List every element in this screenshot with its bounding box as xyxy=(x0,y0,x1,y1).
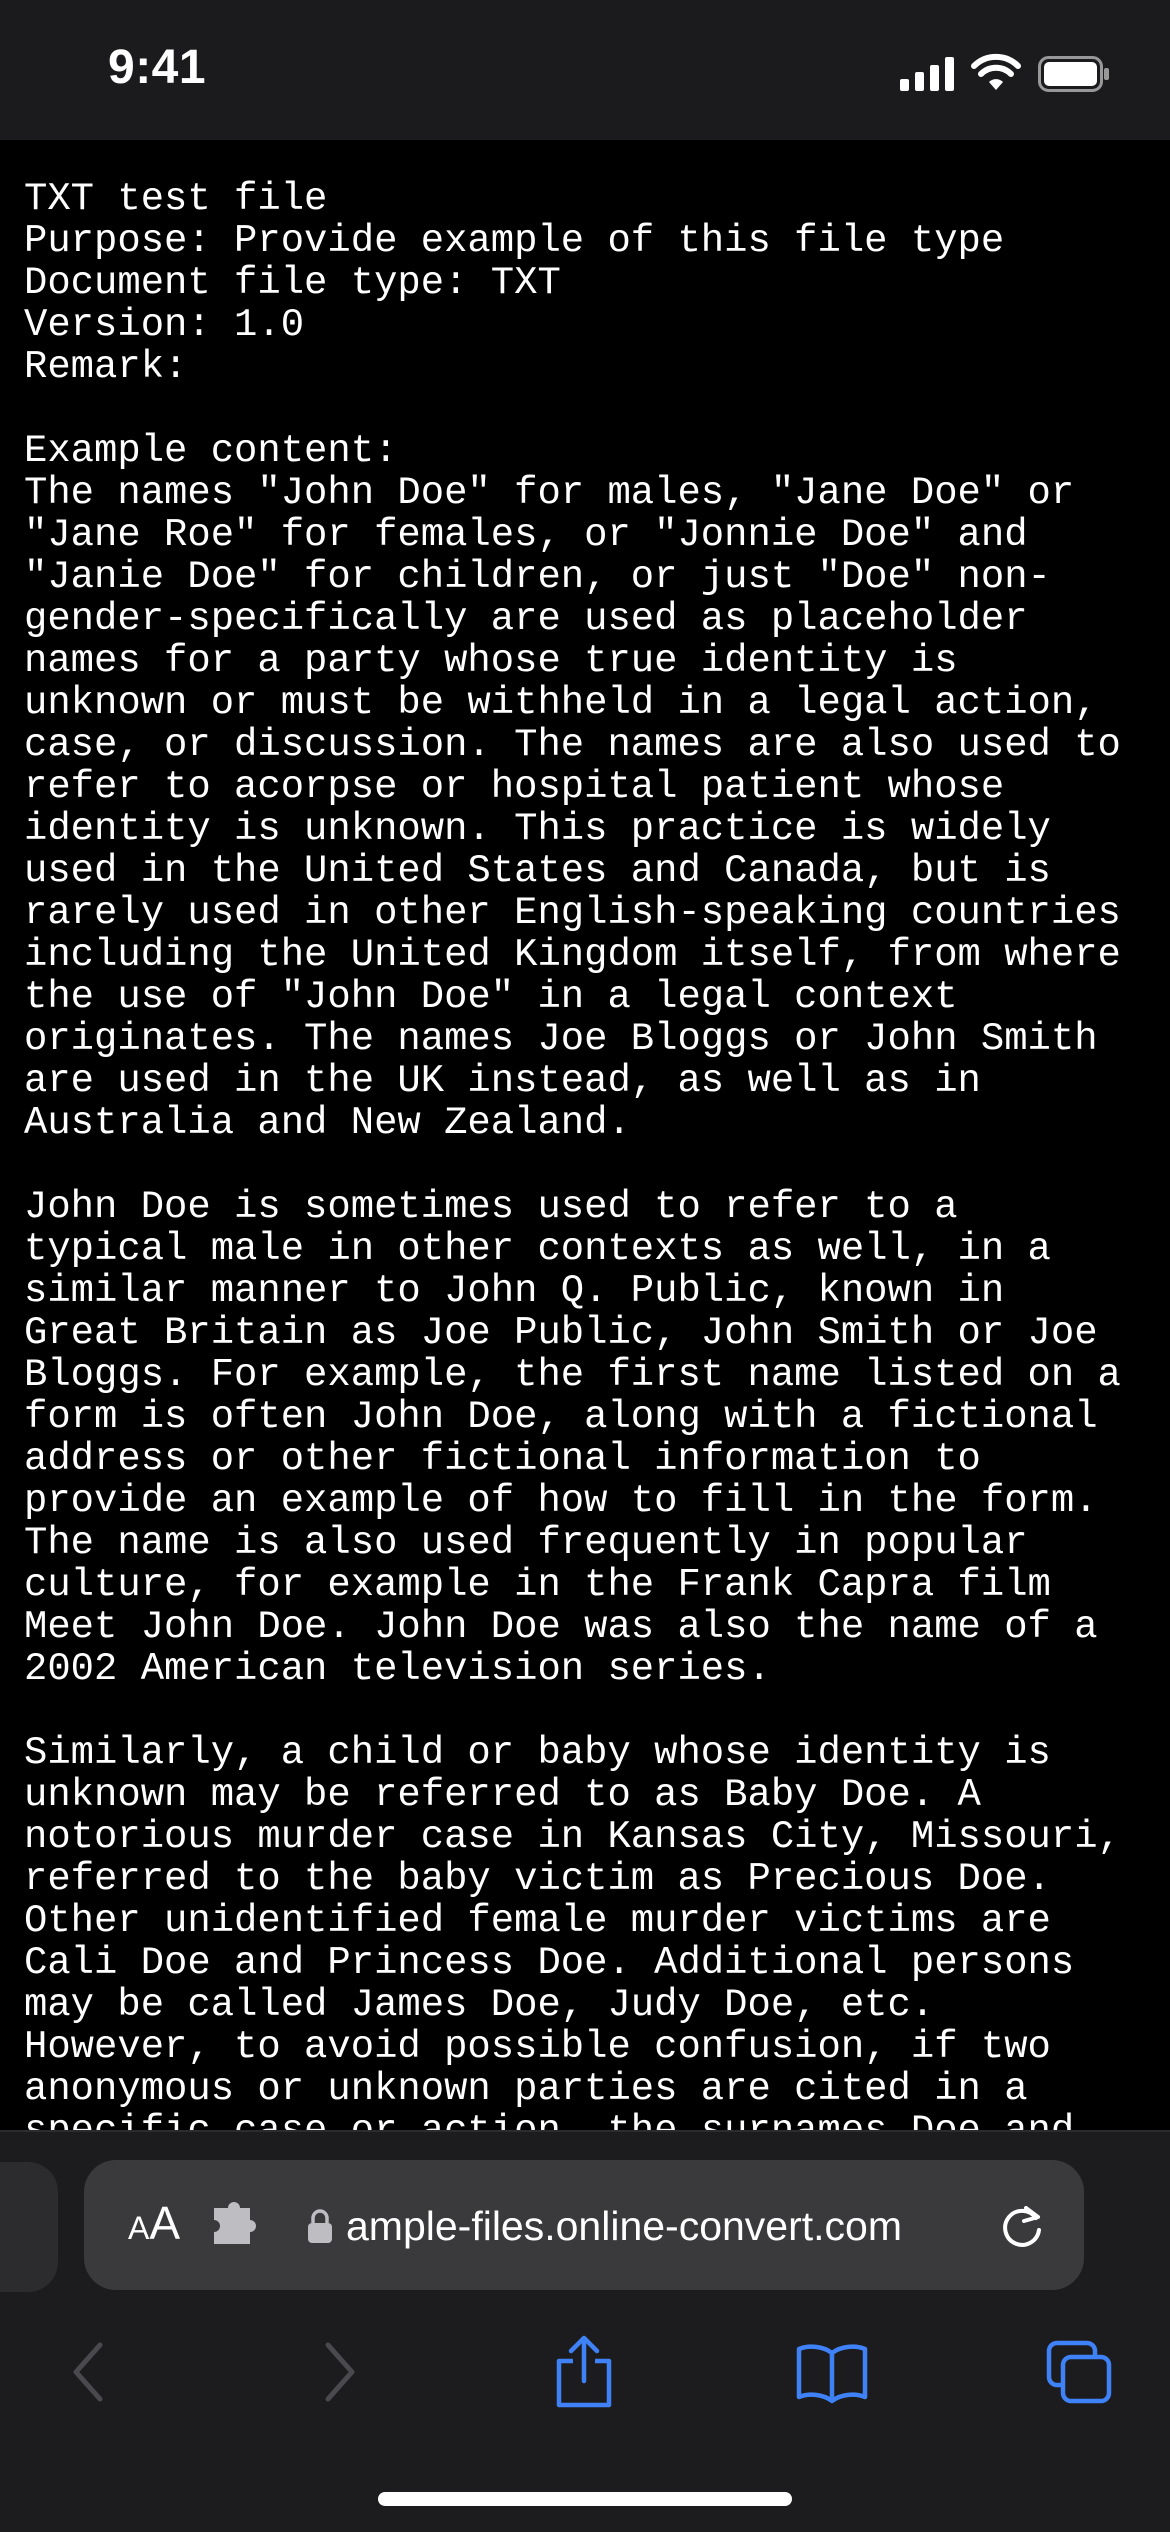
lock-icon xyxy=(306,2208,334,2244)
bookmarks-button[interactable] xyxy=(792,2332,872,2412)
home-indicator[interactable] xyxy=(378,2492,792,2506)
tabs-button[interactable] xyxy=(1040,2332,1120,2412)
status-time: 9:41 xyxy=(108,41,207,94)
address-bar[interactable] xyxy=(84,2160,1084,2290)
battery-icon xyxy=(1038,56,1110,92)
browser-toolbar xyxy=(0,2312,1170,2432)
back-icon xyxy=(68,2341,108,2403)
aa-small-label: A xyxy=(128,2210,150,2246)
browser-bottom-bar xyxy=(0,2130,1170,2532)
status-bar xyxy=(0,0,1170,140)
page-settings-button[interactable] xyxy=(128,2196,180,2256)
url-text[interactable]: ample-files.online-convert.com xyxy=(346,2203,903,2249)
forward-icon xyxy=(320,2341,360,2403)
back-button[interactable] xyxy=(48,2332,128,2412)
reload-icon[interactable] xyxy=(996,2200,1048,2252)
status-icons xyxy=(900,52,1110,96)
previous-tab-peek[interactable] xyxy=(0,2162,58,2292)
document-text: TXT test file Purpose: Provide example of this file type Document file type: TXT Version: 1.0 Remark: Example content: The names "John Doe" for males, "Jane Doe" or "Jane Roe" for females, or "Jonnie Doe" and "Janie Doe" for children, or just "Doe" non- gender-specifically are used as placeholder names for a party whose true identity is unknown or must be withheld in a legal action, case, or discussion. The names are also used to refer to acorpse or hospital patient whose identity is unknown. This practice is widely used in the United States and Canada, but is rarely used in other English-speaking countries including the United Kingdom itself, from where the use of "John Doe" in a legal context originates. The names Joe Bloggs or John Smith are used in the UK instead, as well as in Australia and New Zealand. John Doe is sometimes used to refer to a typical male in other contexts as well, in a similar manner to John Q. Public, known in Great Britain as Joe Public, John Smith or Joe Bloggs. For example, the first name listed on a form is often John Doe, along with a fictional address or other fictional information to provide an example of how to fill in the form. The name is also used frequently in popular culture, for example in the Frank Capra film Meet John Doe. John Doe was also the name of a 2002 American television series. Similarly, a child or baby whose identity is unknown may be referred to as Baby Doe. A notorious murder case in Kansas City, Missouri, referred to the baby victim as Precious Doe. Other unidentified female murder victims are Cali Doe and Princess Doe. Additional persons may be called James Doe, Judy Doe, etc. However, to avoid possible confusion, if two anonymous or unknown parties are cited in a xyxy=(24,177,1121,2111)
forward-button[interactable] xyxy=(300,2332,380,2412)
extension-icon[interactable] xyxy=(210,2202,266,2248)
share-icon xyxy=(553,2335,615,2409)
bookmarks-icon xyxy=(795,2341,869,2403)
cellular-signal-icon xyxy=(900,57,954,91)
wifi-icon xyxy=(972,56,1020,92)
aa-big-label: A xyxy=(149,2197,181,2249)
tabs-icon xyxy=(1045,2339,1115,2405)
share-button[interactable] xyxy=(544,2332,624,2412)
